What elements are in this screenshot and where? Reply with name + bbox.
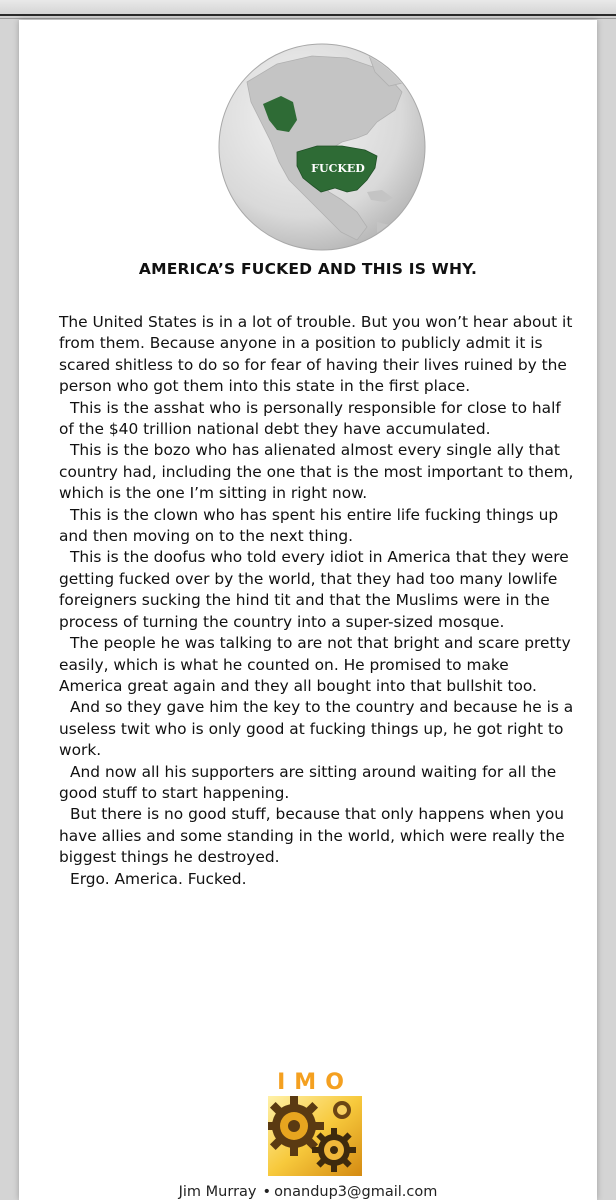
imo-logo-letters: IMO xyxy=(277,1070,353,1095)
paragraph-7: And so they gave him the key to the country and because he is a useless twit who is only good at fucking things up, he got right to work. xyxy=(59,698,574,760)
footer-credit xyxy=(19,1184,597,1200)
author-email: onandup3@gmail.com xyxy=(274,1184,438,1200)
gears-icon xyxy=(268,1096,362,1176)
top-divider xyxy=(0,14,616,16)
article-body xyxy=(59,312,574,890)
paragraph-4: This is the clown who has spent his entire life fucking things up and then moving on to the next thing. xyxy=(59,505,559,546)
paragraph-8: And now all his supporters are sitting around waiting for all the good stuff to start happening. xyxy=(59,762,557,802)
imo-logo xyxy=(265,1070,365,1176)
globe-map xyxy=(217,42,427,252)
author-name: Jim Murray xyxy=(178,1184,257,1200)
separator-bullet: • xyxy=(262,1184,272,1200)
paragraph-1: The United States is in a lot of trouble. But you won’t hear about it from them. Because anyone in a position to publicly admit it is scared shitless to do so for fear of having their lives ruined by the person who got them into this state in the first place. xyxy=(59,313,573,396)
paragraph-5: This is the doofus who told every idiot in America that they were getting fucked over by the world, that they had too many lowlife foreigners sucking the hind tit and that the Muslims were in the process of turning the country into a super-sized mosque. xyxy=(59,548,569,631)
paragraph-10: Ergo. America. Fucked. xyxy=(70,869,247,888)
paragraph-2: This is the asshat who is personally responsible for close to half of the $40 trillion national debt they have accumulated. xyxy=(59,398,561,439)
paragraph-3: This is the bozo who has alienated almost every single ally that country had, including the one that is the most important to them, which is the one I’m sitting in right now. xyxy=(59,441,574,503)
article-card xyxy=(19,20,597,1200)
paragraph-9: But there is no good stuff, because that only happens when you have allies and some standing in the world, which were really the biggest things he destroyed. xyxy=(59,805,565,867)
window-top-bar xyxy=(0,0,616,19)
article-headline: AMERICA’S FUCKED AND THIS IS WHY. xyxy=(138,260,478,278)
globe-icon xyxy=(217,42,427,252)
map-label: FUCKED xyxy=(311,162,365,175)
paragraph-6: The people he was talking to are not that bright and scare pretty easily, which is what he counted on. He promised to make America great again and they all bought into that bullshit too. xyxy=(59,634,571,695)
